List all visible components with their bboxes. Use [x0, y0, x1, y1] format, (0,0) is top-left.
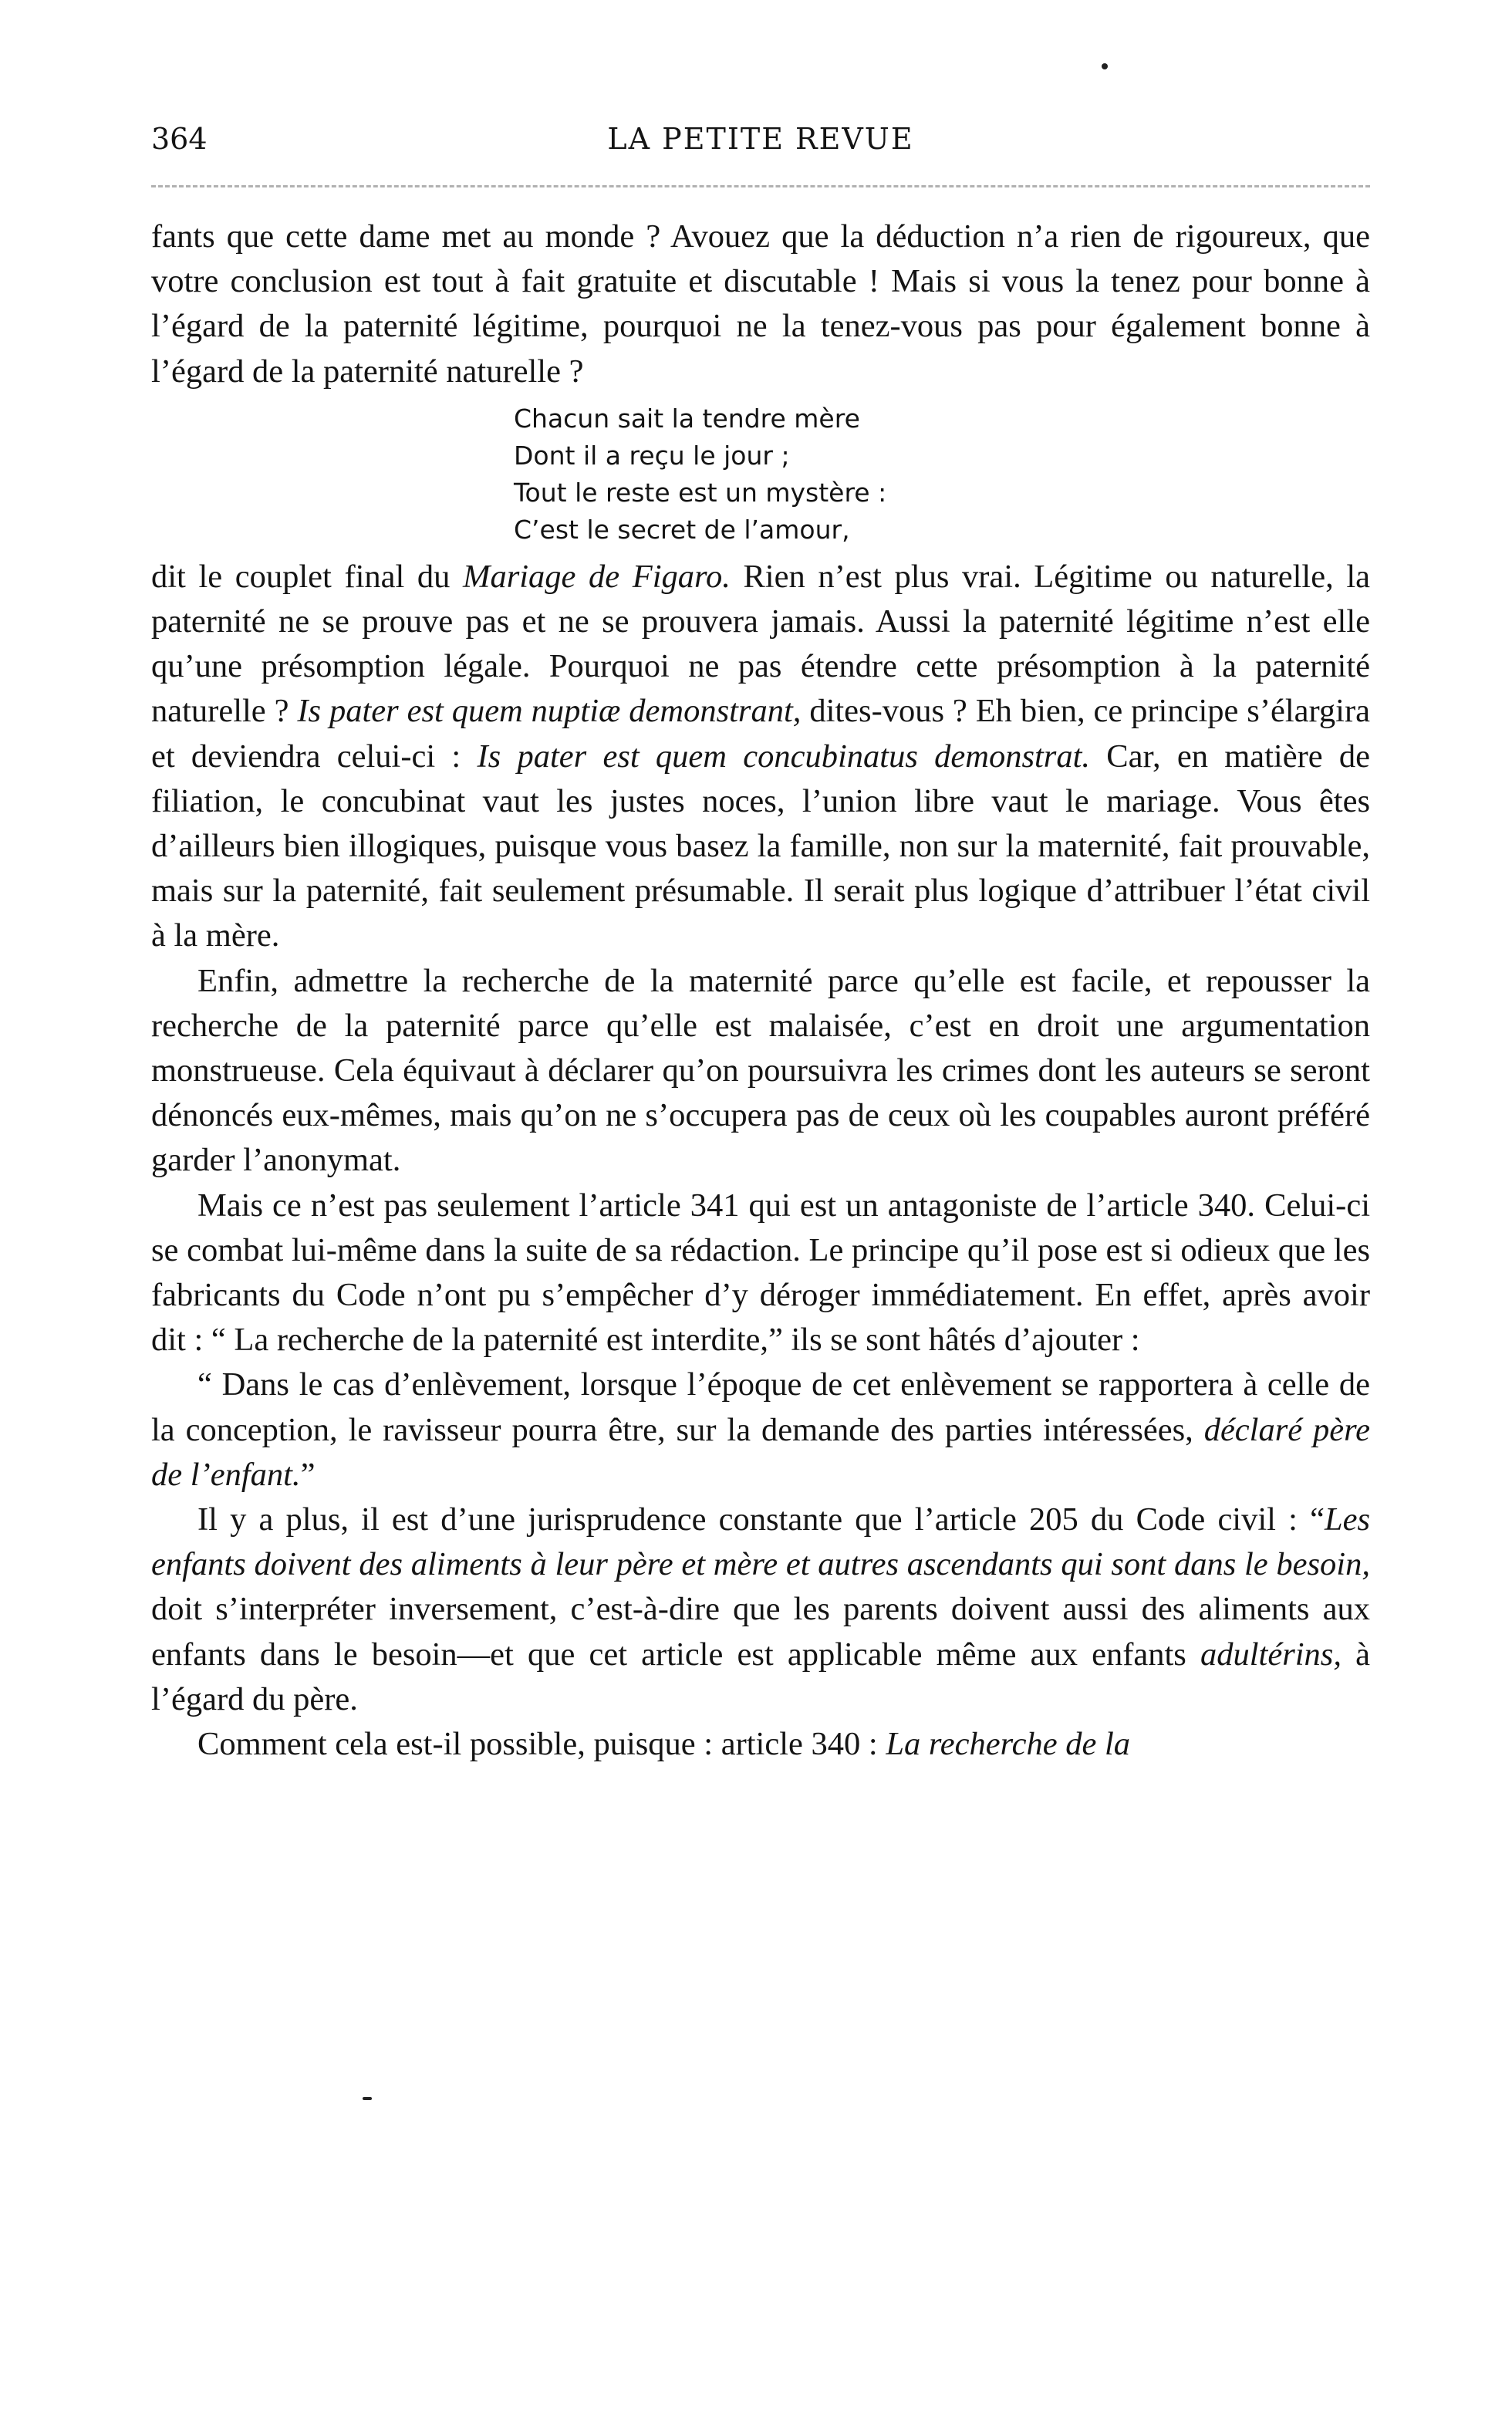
- header-rule: [151, 185, 1370, 187]
- p2-italic-latin-2: Is pater est quem concubinatus demonstrat.: [477, 738, 1091, 775]
- body-text: [151, 214, 1370, 1767]
- p7-italic: La recherche de la: [886, 1726, 1131, 1763]
- p6-text-a: Il y a plus, il est d’une jurisprudence constante que l’article 205 du Code civil : “: [197, 1501, 1325, 1538]
- paragraph-2: [151, 555, 1370, 959]
- paragraph-7: [151, 1722, 1370, 1767]
- page-number: 364: [151, 122, 208, 156]
- p6-italic-quote: Les enfants doivent des aliments à leur père et mère et autres ascendants qui sont dans le besoin,: [151, 1501, 1370, 1583]
- ink-speck: [363, 2097, 372, 2100]
- p2-text-c: Rien n’est plus vrai. Légitime ou naturelle, la paternité ne se prouve pas et ne se prouvera jamais. Aussi la paternité légitime n’est elle qu’une présomption légale. Pourquoi ne pas étendre cette présomption à la paternité naturelle ?: [151, 558, 1370, 730]
- page-header: [151, 122, 1370, 168]
- p7-text-a: Comment cela est-il possible, puisque : article 340 :: [197, 1726, 886, 1763]
- p2-italic-latin-1: Is pater est quem nuptiæ demonstrant,: [297, 693, 802, 730]
- p6-text-c: doit s’interpréter inversement, c’est-à-dire que les parents doivent aussi des aliments aux enfants dans le besoin—et que cet article est applicable même aux enfants: [151, 1591, 1370, 1673]
- verse-line-4: C’est le secret de l’amour,: [514, 514, 850, 545]
- p6-italic-word: adultérins,: [1200, 1636, 1342, 1673]
- verse-line-3: Tout le reste est un mystère :: [514, 477, 887, 508]
- p5-text-a: “ Dans le cas d’enlèvement, lorsque l’époque de cet enlèvement se rapportera à celle de la conception, le ravisseur pourra être, sur la demande des parties intéressées,: [151, 1366, 1370, 1448]
- verse-line-1: Chacun sait la tendre mère: [514, 403, 860, 434]
- p5-italic: déclaré père de l’enfant.: [151, 1411, 1370, 1493]
- paragraph-3: Enfin, admettre la recherche de la maternité parce qu’elle est facile, et repousser la recherche de la paternité parce qu’elle est malaisée, c’est en droit une argumentation monstrueuse. Cela équivaut à déclarer qu’on poursuivra les crimes dont les auteurs se seront dénoncés eux-mêmes, mais qu’on ne s’occupera pas de ceux où les coupables auront préféré garder l’anonymat.: [151, 962, 1370, 1179]
- verse-line-2: Dont il a reçu le jour ;: [514, 440, 790, 471]
- p6-text-e: à l’égard du père.: [151, 1636, 1370, 1717]
- paragraph-1: fants que cette dame met au monde ? Avouez que la déduction n’a rien de rigoureux, que votre conclusion est tout à fait gratuite et discutable ! Mais si vous la tenez pour bonne à l’égard de la paternité légitime, pourquoi ne la tenez-vous pas pour également bonne à l’égard de la paternité naturelle ?: [151, 218, 1370, 390]
- ink-speck: [1102, 63, 1108, 69]
- p2-text-a: dit le couplet final du: [151, 558, 464, 595]
- paragraph-5-quote: [151, 1363, 1370, 1498]
- verse-quote: [514, 400, 1370, 549]
- p2-text-e: dites-vous ? Eh bien, ce principe s’élargira et deviendra celui-ci :: [151, 693, 1370, 775]
- p2-italic-title: Mariage de Figaro.: [463, 558, 731, 595]
- paragraph-4: Mais ce n’est pas seulement l’article 341 qui est un antagoniste de l’article 340. Celui-ci se combat lui-même dans la suite de sa rédaction. Le principe qu’il pose est si odieux que les fabricants du Code n’ont pu s’empêcher d’y déroger immédiatement. En effet, après avoir dit : “ La recherche de la paternité est interdite,” ils se sont hâtés d’ajouter :: [151, 1187, 1370, 1359]
- p5-text-c: ”: [300, 1456, 316, 1493]
- paragraph-6: [151, 1498, 1370, 1722]
- running-title: LA PETITE REVUE: [607, 122, 914, 156]
- p2-text-g: Car, en matière de filiation, le concubinat vaut les justes noces, l’union libre vaut le mariage. Vous êtes d’ailleurs bien illogiques, puisque vous basez la famille, non sur la maternité, fait prouvable, mais sur la paternité, fait seulement présumable. Il serait plus logique d’attribuer l’état civil à la mère.: [151, 738, 1370, 954]
